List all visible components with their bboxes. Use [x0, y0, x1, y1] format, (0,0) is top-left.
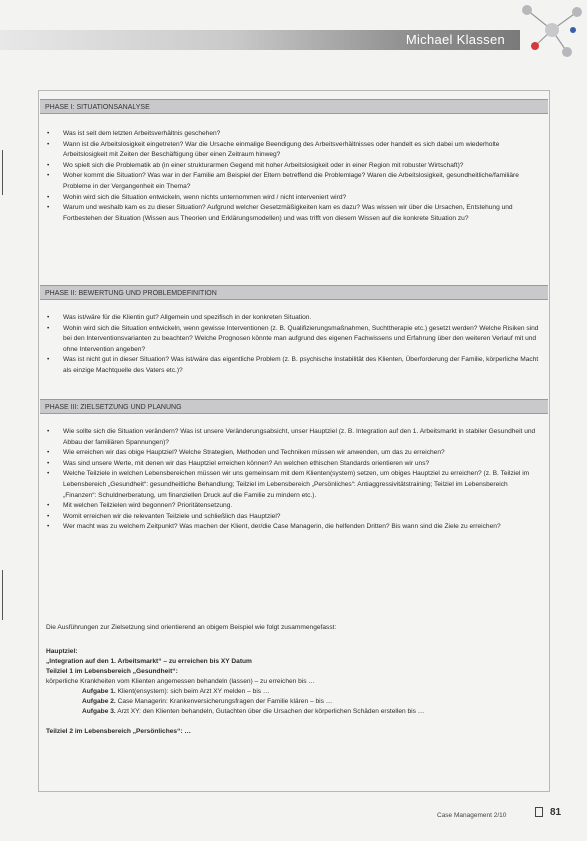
aufgabe-label: Aufgabe 2. [82, 698, 116, 705]
list-item: • Was sind unsere Werte, mit denen wir das Hauptziel erreichen können? An welchen ethischen Standards orientieren wir uns? [45, 459, 541, 470]
teilziel-2-label: Teilziel 2 im Lebensbereich „Persönliches“: … [46, 728, 191, 735]
aufgabe-row [46, 687, 542, 697]
list-item: • Womit erreichen wir die relevanten Teilziele und schließlich das Hauptziel? [45, 512, 541, 523]
phase-3-list [45, 427, 541, 533]
aufgabe-text: Case Managerin: Krankenversicherungsfragen der Familie klären – bis … [117, 698, 333, 705]
phase-1-list [45, 129, 541, 224]
list-item: • Was ist seit dem letzten Arbeitsverhältnis geschehen? [45, 129, 541, 140]
margin-bracket [2, 570, 9, 620]
list-item: • Wer macht was zu welchem Zeitpunkt? Was machen der Klient, der/die Case Managerin, die helfenden Dritten? Bis wann sind die Ziele zu erreichen? [45, 522, 541, 533]
list-item: • Wohin wird sich die Situation entwickeln, wenn gewisse Interventionen (z. B. Qualifizierungsmaßnahmen, Suchttherapie etc.) gesetzt werden? Welche Risiken sind bei den Interventionsvarianten zu beachten? Welche Prognosen könnte man aufgrund des eigenen Fachwissens und Erfahrung über den weiteren Verlauf mit und ohne Intervention angeben? [45, 324, 541, 356]
aufgabe-label: Aufgabe 3. [82, 708, 116, 715]
aufgabe-text: Arzt XY: den Klienten behandeln, Gutachten über die Ursachen der körperlichen Schäden erstellen bis … [117, 708, 425, 715]
list-item: • Welche Teilziele in welchen Lebensbereichen müssen wir uns gemeinsam mit dem Klienten(system) setzen, um obiges Hauptziel zu erreichen? (z. B. Teilziel im Lebensbereich „Gesundheit“: gesundheitliche Behandlung; Teilziel im Lebensbereich „Persönliches“: Antiaggressivitätstraining; Teilziel im Lebensbereich „Finanzen“: Schuldnerberatung, um finanziellen Druck auf die Familie zu mindern etc.). [45, 469, 541, 501]
list-item: • Mit welchen Teilzielen wird begonnen? Prioritätensetzung. [45, 501, 541, 512]
list-item: • Was ist nicht gut in dieser Situation? Was ist/wäre das eigentliche Problem (z. B. psychische Instabilität des Klienten, Überforderung der Familie, körperliche Macht als einzige Machtquelle des Vaters etc.)? [45, 355, 541, 376]
hauptziel-text: „Integration auf den 1. Arbeitsmarkt“ – zu erreichen bis XY Datum [46, 658, 252, 665]
margin-bracket [2, 150, 9, 195]
journal-name: Case Management 2/10 [437, 812, 507, 819]
phase-3-header: PHASE III: ZIELSETZUNG UND PLANUNG [40, 399, 548, 414]
phase-2-list [45, 313, 541, 377]
list-item: • Woher kommt die Situation? Was war in der Familie am Beispiel der Eltern betreffend die Problemlage? Waren die Arbeitslosigkeit, gesundheitliche/familiäre Probleme in der Vergangenheit ein Thema? [45, 171, 541, 192]
phase-1-header: PHASE I: SITUATIONSANALYSE [40, 99, 548, 114]
list-item: • Warum und weshalb kam es zu dieser Situation? Aufgrund welcher Gesetzmäßigkeiten kam es dazu? Was wissen wir über die Ursachen, Entstehung und Fortbestehen der Situation (Wissen aus Theorien und Erklärungsmodellen) und was trifft von diesem Wissen auf die konkrete Situation zu? [45, 203, 541, 224]
author-name: Michael Klassen [405, 32, 505, 47]
teilziel-1-label: Teilziel 1 im Lebensbereich „Gesundheit“: [46, 668, 178, 675]
page-number: 81 [550, 807, 562, 818]
phase-2-header: PHASE II: BEWERTUNG UND PROBLEMDEFINITION [40, 285, 548, 300]
teilziel-1-text: körperliche Krankheiten vom Klienten angemessen behandeln (lassen) – zu erreichen bis … [46, 678, 316, 685]
list-item: • Wann ist die Arbeitslosigkeit eingetreten? War die Ursache einmalige Beendigung des Arbeitsverhältnisses oder handelt es sich dabei um wiederholte Arbeitslosigkeit mit Zeiten der Beschäftigung über einen Zeitraum hinweg? [45, 140, 541, 161]
aufgabe-row [46, 707, 542, 717]
list-item: • Wie sollte sich die Situation verändern? Was ist unsere Veränderungsabsicht, unser Hauptziel (z. B. Integration auf den 1. Arbeitsmarkt in stabiler Gesundheit und Abbau der familiären Spannungen)? [45, 427, 541, 448]
aufgabe-text: Klient(ensystem): sich beim Arzt XY melden – bis … [117, 688, 270, 695]
content-frame [38, 90, 550, 792]
list-item: • Was ist/wäre für die Klientin gut? Allgemein und spezifisch in der konkreten Situation. [45, 313, 541, 324]
hauptziel-label: Hauptziel: [46, 648, 78, 655]
summary-block [46, 647, 542, 737]
page-icon [535, 807, 543, 817]
summary-intro: Die Ausführungen zur Zielsetzung sind orientierend an obigem Beispiel wie folgt zusammengefasst: [46, 624, 337, 631]
aufgabe-row [46, 697, 542, 707]
list-item: • Wie erreichen wir das obige Hauptziel? Welche Strategien, Methoden und Techniken müssen wir anwenden, um das zu erreichen? [45, 448, 541, 459]
aufgabe-label: Aufgabe 1. [82, 688, 116, 695]
list-item: • Wohin wird sich die Situation entwickeln, wenn nichts unternommen wird / nicht interveniert wird? [45, 193, 541, 204]
molecule-graphic [507, 0, 587, 60]
list-item: • Wo spielt sich die Problematik ab (in einer strukturarmen Gegend mit hoher Arbeitslosigkeit oder in einer Region mit robuster Wirtschaft)? [45, 161, 541, 172]
